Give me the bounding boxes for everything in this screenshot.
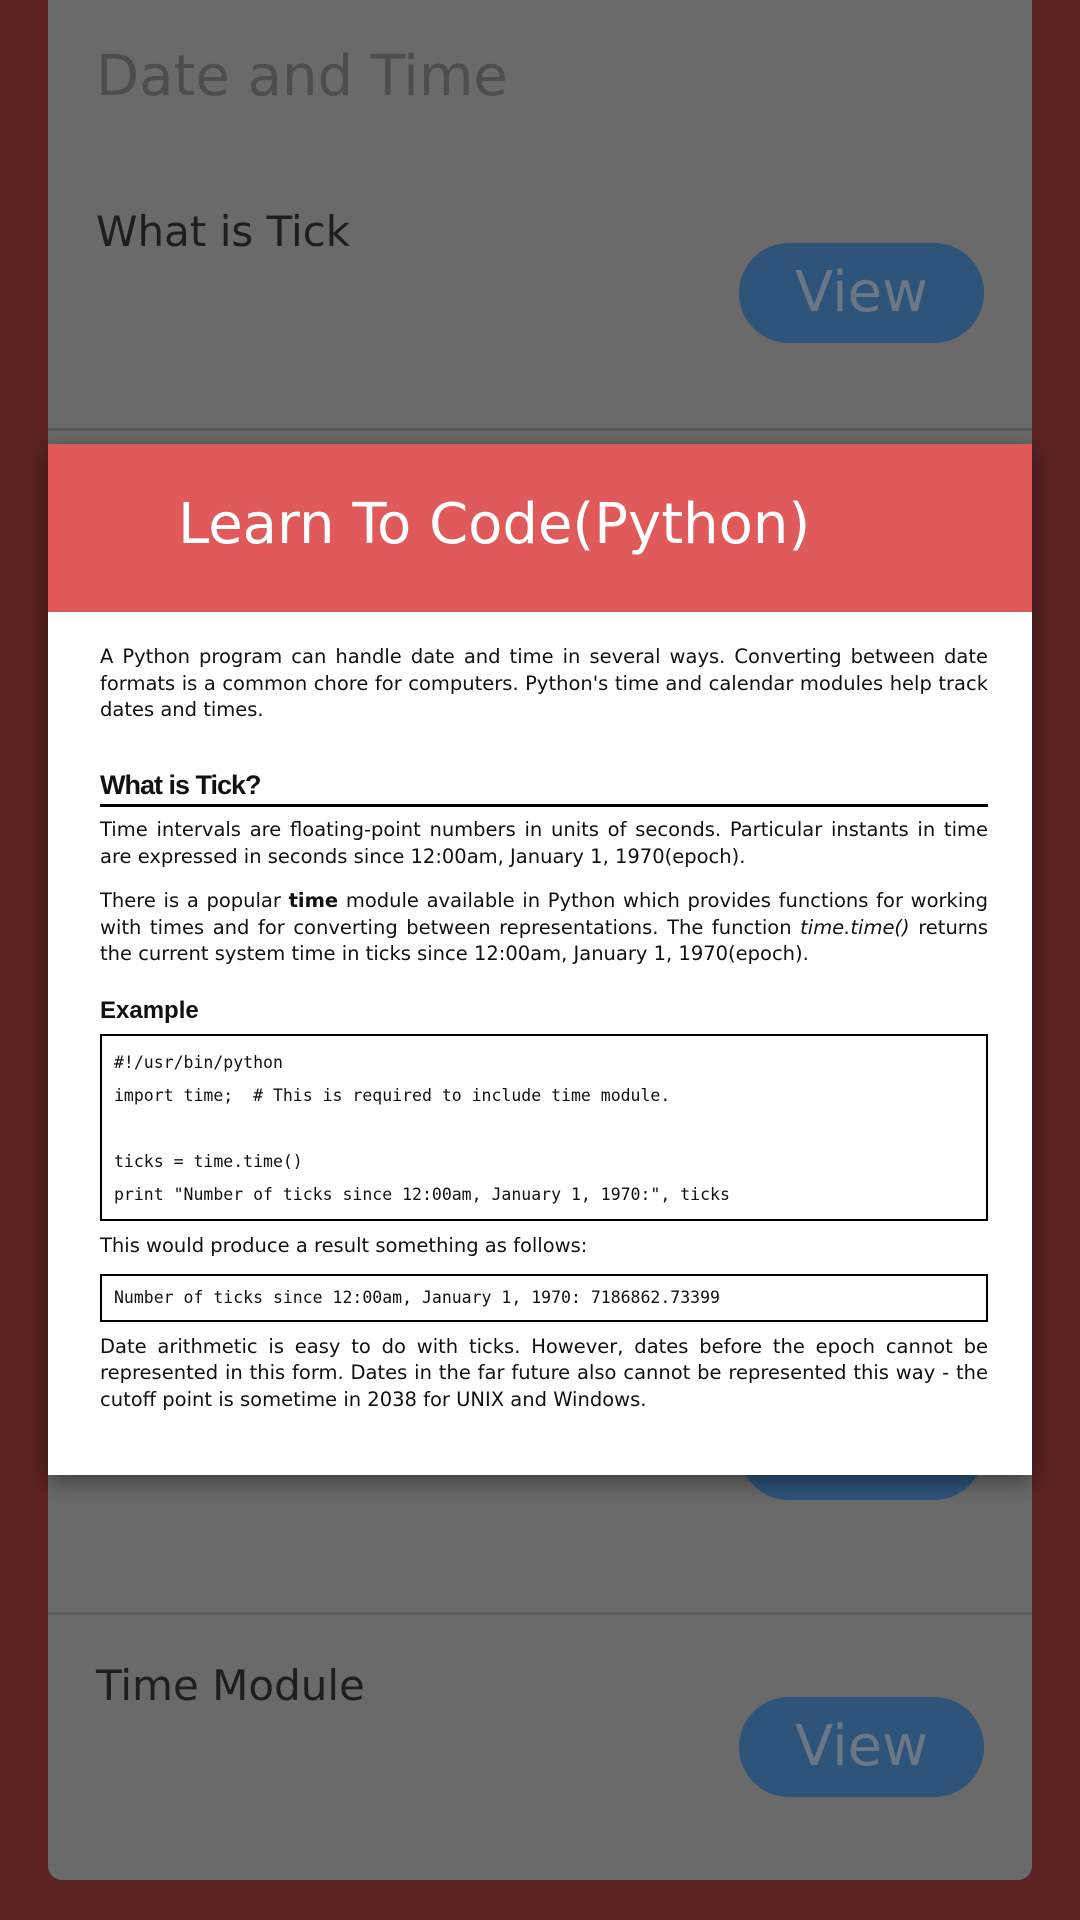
code-line: #!/usr/bin/python — [114, 1053, 283, 1072]
code-line: print "Number of ticks since 12:00am, January 1, 1970:", ticks — [114, 1185, 730, 1204]
code-example — [100, 1034, 988, 1221]
closing-paragraph: Date arithmetic is easy to do with ticks. However, dates before the epoch cannot be represented in this form. Dates in the far future also cannot be represented this way - the cutoff point is sometime in 2038 for UNIX and Windows. — [100, 1334, 988, 1411]
lesson-dialog — [48, 444, 1032, 1475]
result-intro: This would produce a result something as follows: — [100, 1234, 588, 1257]
intro-paragraph: A Python program can handle date and time in several ways. Converting between date formats is a common chore for computers. Python's time and calendar modules help track dates and times. — [100, 645, 988, 721]
topic-section-what-is-tick — [48, 0, 1032, 431]
code-line: import time; # This is required to include time module. — [114, 1086, 671, 1105]
time-module-term: time — [288, 889, 339, 912]
tick-p2-text-a: There is a popular — [100, 889, 289, 912]
view-button-what-is-tick[interactable]: View — [739, 243, 984, 343]
section-heading-example: Example — [100, 996, 199, 1024]
topic-label-what-is-tick: What is Tick — [96, 207, 351, 256]
tick-paragraph-1: Time intervals are floating-point numbers in units of seconds. Particular instants in time are expressed in seconds since 12:00am, January 1, 1970(epoch). — [100, 818, 988, 868]
view-button-time-module[interactable]: View — [739, 1697, 984, 1797]
lesson-document — [100, 644, 988, 1413]
category-title: Date and Time — [96, 44, 508, 109]
tick-paragraph-2 — [100, 888, 988, 968]
output-example: Number of ticks since 12:00am, January 1, 1970: 7186862.73399 — [100, 1274, 988, 1322]
dialog-header — [48, 444, 1032, 612]
section-divider — [48, 1612, 1032, 1615]
time-function-term: time.time() — [800, 915, 910, 939]
code-line: ticks = time.time() — [114, 1152, 303, 1171]
section-heading-tick: What is Tick? — [100, 772, 988, 808]
tick-p2-text-b: module available in Python which provides functions for working with times and for converting between representations. The function — [100, 889, 988, 939]
topic-label-time-module: Time Module — [96, 1661, 365, 1710]
dialog-title: Learn To Code(Python) — [178, 492, 811, 557]
tick-p2-text-c: returns the current system time in ticks since 12:00am, January 1, 1970(epoch). — [100, 915, 989, 965]
code-line — [114, 1112, 974, 1145]
